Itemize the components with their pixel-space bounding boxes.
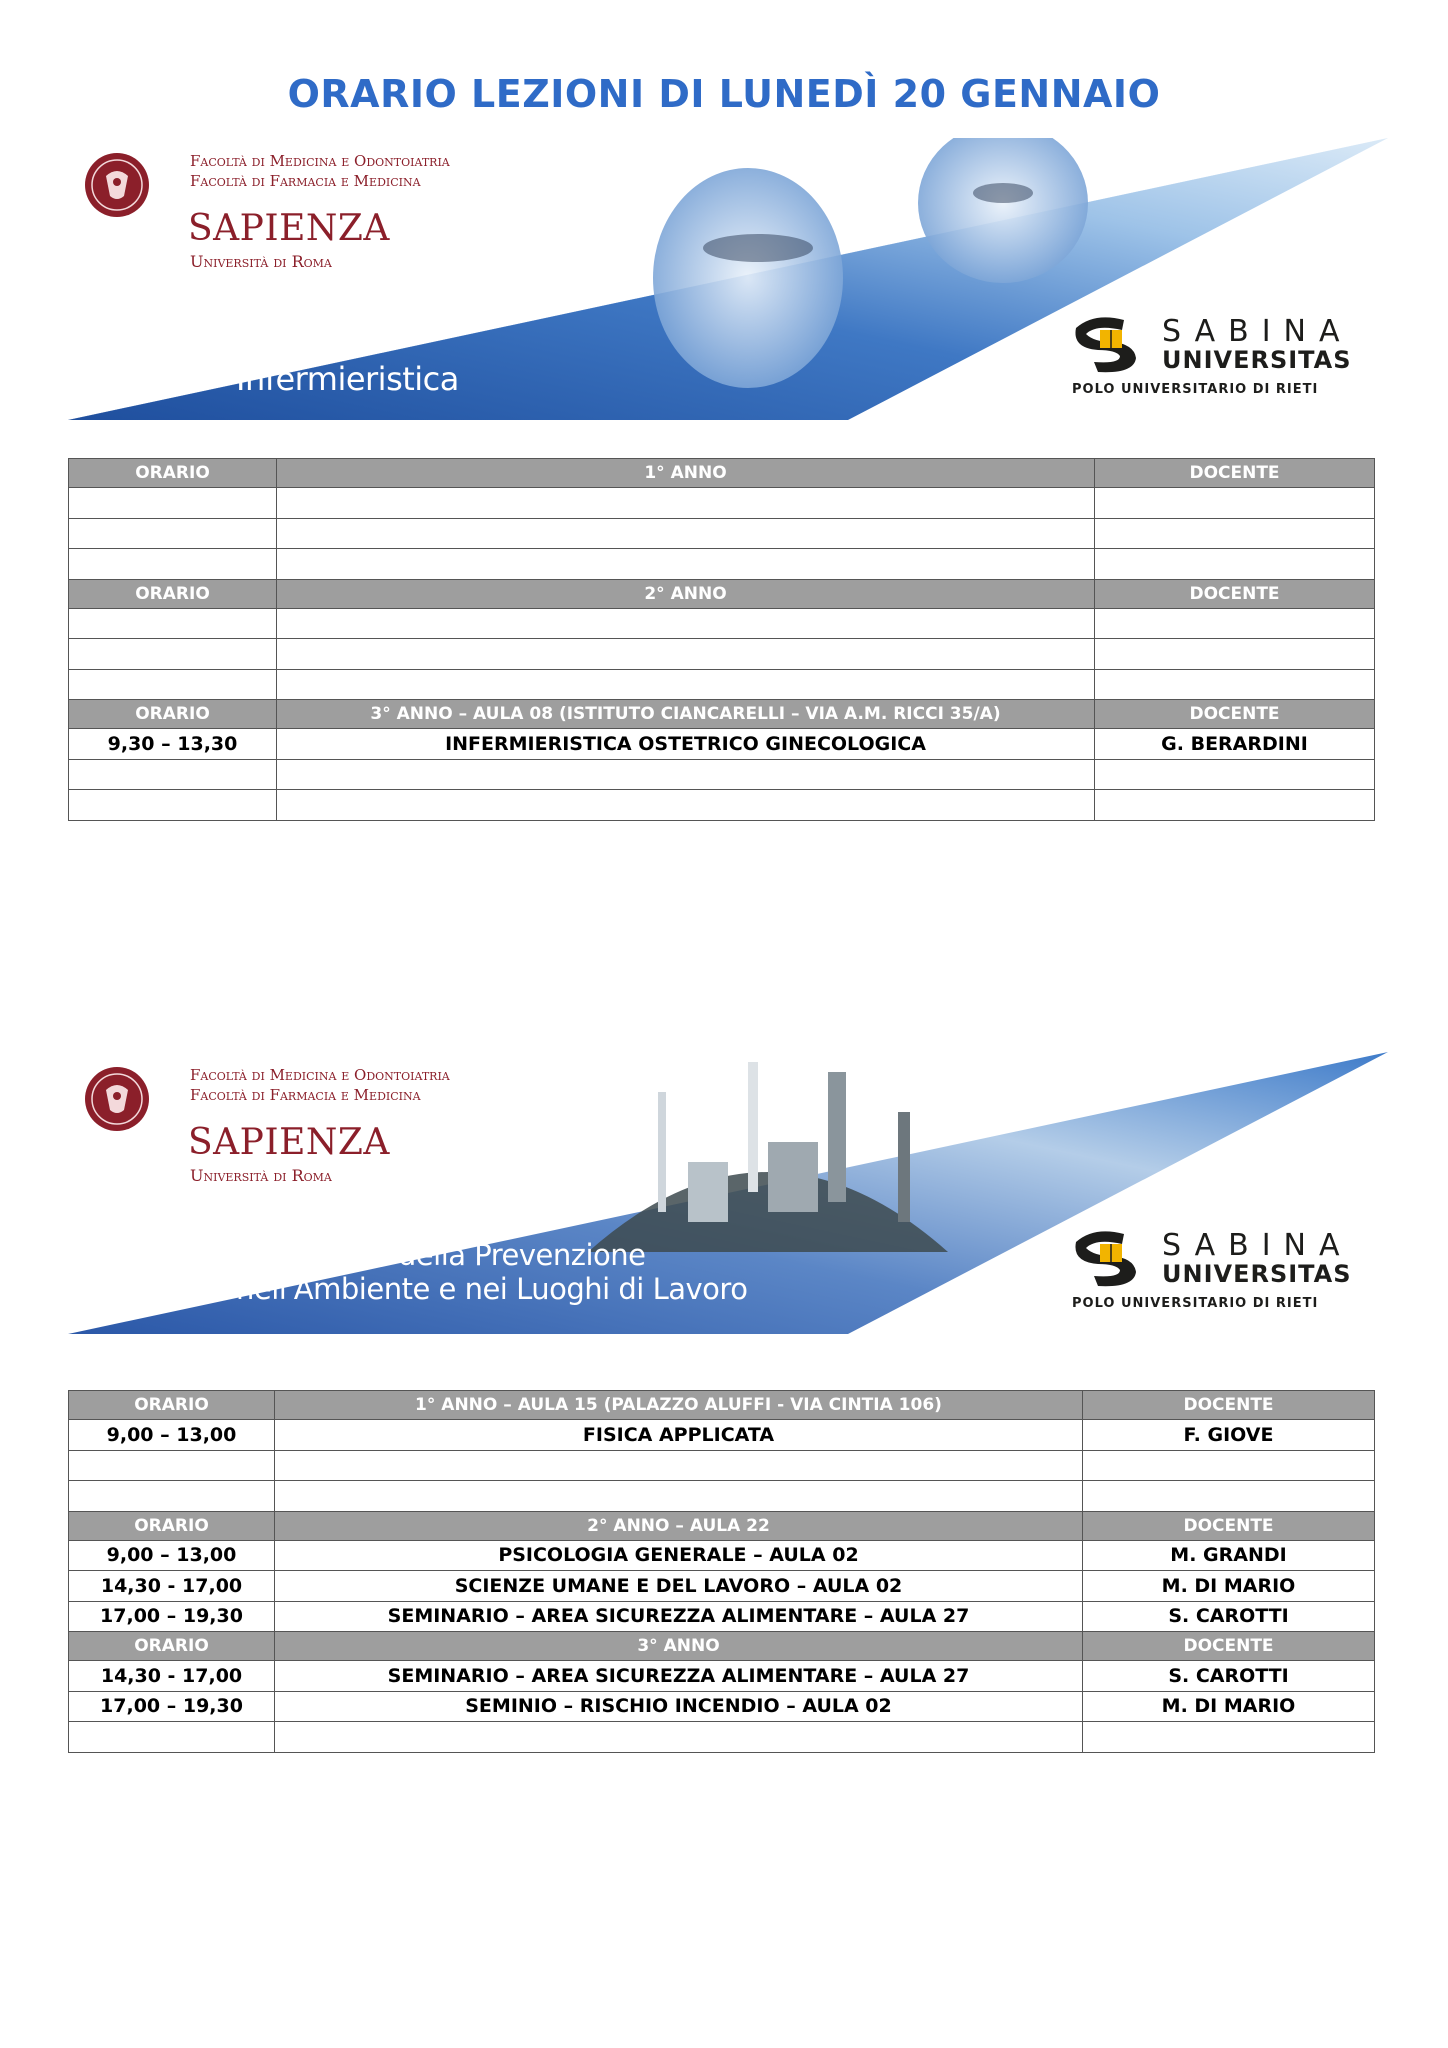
teacher-cell: S. CAROTTI: [1083, 1661, 1375, 1692]
course-cell: [277, 518, 1095, 549]
sabina-logo: [1064, 1224, 1364, 1314]
teacher-cell: G. BERARDINI: [1095, 729, 1375, 760]
course-cell: [277, 488, 1095, 519]
header-docente: DOCENTE: [1095, 700, 1375, 729]
university-subtitle: Università di Roma: [190, 1166, 332, 1185]
table-row: [69, 608, 1375, 639]
time-cell: [69, 549, 277, 580]
header-orario: ORARIO: [69, 1391, 275, 1420]
course-cell: SEMINIO – RISCHIO INCENDIO – AULA 02: [275, 1691, 1083, 1722]
time-cell: [69, 1450, 275, 1481]
header-anno: 2° ANNO – AULA 22: [275, 1511, 1083, 1540]
teacher-cell: [1083, 1450, 1375, 1481]
header-orario: ORARIO: [69, 459, 277, 488]
course-cell: [277, 639, 1095, 670]
teacher-cell: [1095, 759, 1375, 790]
table-row: [69, 669, 1375, 700]
university-name: SAPIENZA: [188, 208, 390, 249]
table-row: [69, 1481, 1375, 1512]
section-header-row: [69, 459, 1375, 488]
table-row: [69, 1661, 1375, 1692]
sabina-universitas: UNIVERSITAS: [1162, 1260, 1352, 1288]
teacher-cell: S. CAROTTI: [1083, 1601, 1375, 1632]
table-row: [69, 1420, 1375, 1451]
teacher-cell: [1083, 1481, 1375, 1512]
header-docente: DOCENTE: [1083, 1511, 1375, 1540]
teacher-cell: [1095, 608, 1375, 639]
course-cell: [275, 1722, 1083, 1753]
header-docente: DOCENTE: [1083, 1632, 1375, 1661]
teacher-cell: [1095, 488, 1375, 519]
course-cell: INFERMIERISTICA OSTETRICO GINECOLOGICA: [277, 729, 1095, 760]
time-cell: [69, 759, 277, 790]
polo-rieti: POLO UNIVERSITARIO DI RIETI: [1072, 382, 1319, 397]
course-cell: SEMINARIO – AREA SICUREZZA ALIMENTARE – AULA 27: [275, 1601, 1083, 1632]
table-row: [69, 639, 1375, 670]
teacher-cell: M. DI MARIO: [1083, 1571, 1375, 1602]
time-cell: [69, 639, 277, 670]
faculty-line-1: Facoltà di Medicina e Odontoiatria: [190, 1066, 450, 1084]
table-row: [69, 759, 1375, 790]
section-header-row: [69, 1391, 1375, 1420]
university-subtitle: Università di Roma: [190, 252, 332, 271]
sabina-word: SABINA: [1162, 1228, 1353, 1263]
time-cell: 14,30 - 17,00: [69, 1661, 275, 1692]
table-row: [69, 549, 1375, 580]
header-anno: 3° ANNO: [275, 1632, 1083, 1661]
teacher-cell: F. GIOVE: [1083, 1420, 1375, 1451]
header-docente: DOCENTE: [1095, 459, 1375, 488]
table-row: [69, 1722, 1375, 1753]
time-cell: 9,00 – 13,00: [69, 1420, 275, 1451]
table-row: [69, 1540, 1375, 1571]
teacher-cell: [1095, 669, 1375, 700]
time-cell: [69, 1481, 275, 1512]
section-header-row: [69, 700, 1375, 729]
sabina-book-icon: [1064, 310, 1160, 376]
page-title: ORARIO LEZIONI DI LUNEDÌ 20 GENNAIO: [287, 72, 1161, 116]
faculty-line-2: Facoltà di Farmacia e Medicina: [190, 172, 421, 190]
time-cell: 9,30 – 13,30: [69, 729, 277, 760]
header-anno: 3° ANNO – AULA 08 (ISTITUTO CIANCARELLI – VIA A.M. RICCI 35/A): [277, 700, 1095, 729]
time-cell: 17,00 – 19,30: [69, 1691, 275, 1722]
table-row: [69, 1691, 1375, 1722]
teacher-cell: [1095, 518, 1375, 549]
table-row: [69, 488, 1375, 519]
course-name-line-2: nell'Ambiente e nei Luoghi di Lavoro: [236, 1272, 748, 1306]
table-row: [69, 1601, 1375, 1632]
sabina-word: SABINA: [1162, 314, 1353, 349]
header-anno: 1° ANNO: [277, 459, 1095, 488]
section-header-row: [69, 1511, 1375, 1540]
course-cell: [277, 549, 1095, 580]
course-cell: SEMINARIO – AREA SICUREZZA ALIMENTARE – AULA 27: [275, 1661, 1083, 1692]
time-cell: [69, 608, 277, 639]
teacher-cell: [1095, 790, 1375, 821]
course-name-line-1: Tecniche della Prevenzione: [268, 1238, 646, 1272]
table-row: [69, 790, 1375, 821]
header-anno: 1° ANNO – AULA 15 (PALAZZO ALUFFI - VIA CINTIA 106): [275, 1391, 1083, 1420]
header-docente: DOCENTE: [1083, 1391, 1375, 1420]
time-cell: [69, 488, 277, 519]
sabina-logo: [1064, 310, 1364, 400]
polo-rieti: POLO UNIVERSITARIO DI RIETI: [1072, 1296, 1319, 1311]
section-header-row: [69, 1632, 1375, 1661]
course-cell: [275, 1450, 1083, 1481]
time-cell: 17,00 – 19,30: [69, 1601, 275, 1632]
table-row: [69, 1571, 1375, 1602]
teacher-cell: M. DI MARIO: [1083, 1691, 1375, 1722]
course-cell: [277, 759, 1095, 790]
header-orario: ORARIO: [69, 700, 277, 729]
course-cell: FISICA APPLICATA: [275, 1420, 1083, 1451]
course-cell: PSICOLOGIA GENERALE – AULA 02: [275, 1540, 1083, 1571]
university-name: SAPIENZA: [188, 1122, 390, 1163]
teacher-cell: [1095, 549, 1375, 580]
header-orario: ORARIO: [69, 1511, 275, 1540]
course-cell: SCIENZE UMANE E DEL LAVORO – AULA 02: [275, 1571, 1083, 1602]
table-row: [69, 729, 1375, 760]
time-cell: [69, 790, 277, 821]
header-docente: DOCENTE: [1095, 579, 1375, 608]
time-cell: 9,00 – 13,00: [69, 1540, 275, 1571]
faculty-line-2: Facoltà di Farmacia e Medicina: [190, 1086, 421, 1104]
teacher-cell: M. GRANDI: [1083, 1540, 1375, 1571]
section-header-row: [69, 579, 1375, 608]
sabina-book-icon: [1064, 1224, 1160, 1290]
sapienza-seal-icon: [84, 1066, 150, 1132]
header-anno: 2° ANNO: [277, 579, 1095, 608]
course-cell: [277, 608, 1095, 639]
course-cell: [275, 1481, 1083, 1512]
sapienza-seal-icon: [84, 152, 150, 218]
header-orario: ORARIO: [69, 1632, 275, 1661]
schedule-table-infermieristica: [68, 458, 1375, 821]
faculty-line-1: Facoltà di Medicina e Odontoiatria: [190, 152, 450, 170]
sabina-universitas: UNIVERSITAS: [1162, 346, 1352, 374]
course-cell: [277, 790, 1095, 821]
schedule-table-tecniche-prevenzione: [68, 1390, 1375, 1753]
course-cell: [277, 669, 1095, 700]
teacher-cell: [1083, 1722, 1375, 1753]
banner-infermieristica: [68, 138, 1388, 420]
time-cell: 14,30 - 17,00: [69, 1571, 275, 1602]
banner-tecniche-prevenzione: [68, 1052, 1388, 1334]
table-row: [69, 1450, 1375, 1481]
time-cell: [69, 518, 277, 549]
time-cell: [69, 1722, 275, 1753]
table-row: [69, 518, 1375, 549]
teacher-cell: [1095, 639, 1375, 670]
course-name: Infermieristica: [236, 360, 459, 398]
header-orario: ORARIO: [69, 579, 277, 608]
time-cell: [69, 669, 277, 700]
